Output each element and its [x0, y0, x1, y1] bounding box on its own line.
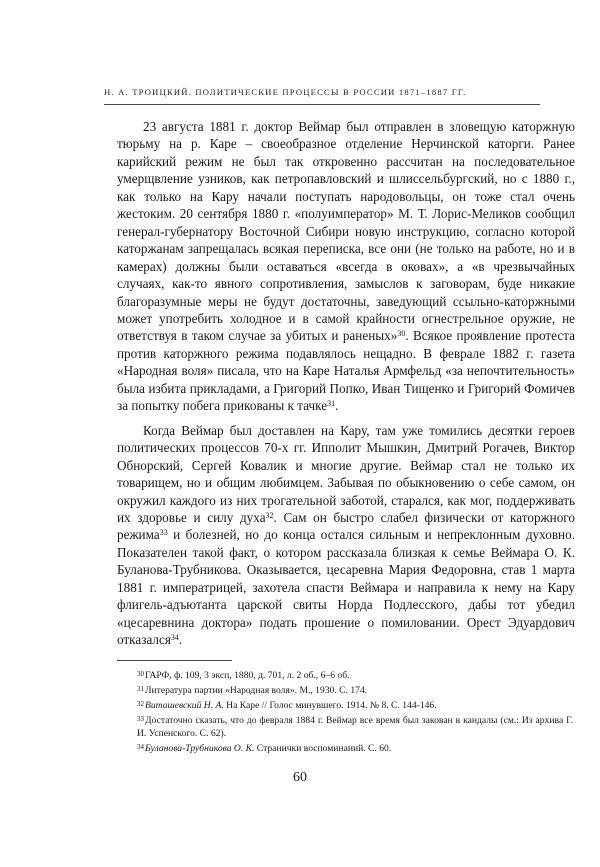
running-header: Н. А. ТРОИЦКИЙ. ПОЛИТИЧЕСКИЕ ПРОЦЕССЫ В РОССИИ 1871–1887 ГГ.: [104, 87, 467, 97]
main-text: [117, 118, 575, 649]
footnote-33: $^{33}$Достаточно сказать, что до февраля 1884 г. Веймар все время был закован в кандалы (см.: Из архива Г. И. Успенского. С. 62).: [137, 714, 573, 739]
footnote-34: $^{34}$Буланова-Трубникова О. К. Странички воспоминаний. С. 60.: [137, 742, 392, 754]
footnote-ref-34[interactable]: 34: [170, 633, 179, 643]
page-number: 60: [293, 770, 307, 785]
footnote-ref-30[interactable]: 30: [397, 329, 406, 339]
footnote-rule: [117, 660, 232, 661]
footnote-ref-33[interactable]: 33: [159, 528, 168, 538]
footnote-31: $^{31}$Литература партии «Народная воля». М., 1930. С. 174.: [137, 684, 368, 696]
header-rule: [104, 104, 540, 105]
footnotes: [117, 668, 573, 755]
paragraph-2: Когда Веймар был доставлен на Кару, там уже томились десятки героев политических процессов 70-х гг. Ипполит Мышкин, Дмитрий Рогачев, Виктор Обнорский, Сергей Ковалик и многие другие. Веймар стал не только их товарищем, но и общим любимцем. Забывая по обыкновению о себе самом, он окружил каждого из них трогательной заботой, старался, как мог, поддерживать их здоровье и силу духа$^{32}$. Сам он быстро слабел физически от каторжного режима$^{33}$ и болезней, но до конца остался сильным и непреклонным духовно. Показателен такой факт, о котором рассказала близкая к семье Веймара О. К. Буланова-Трубникова. Оказывается, цесаревна Мария Федоровна, став 1 марта 1881 г. императрицей, захотела спасти Веймара и направила к нему на Кару флигель-адъютанта царской свиты Норда Подлесского, дабы тот убедил «цесаревнина доктора» подать прошение о помиловании. Орест Эдуардович отказался$^{34}$.: [117, 422, 575, 648]
footnote-ref-31[interactable]: 31: [327, 399, 336, 409]
paragraph-1: 23 августа 1881 г. доктор Веймар был отправлен в зловещую каторжную тюрьму на р. Каре – своеобразное отделение Нерчинской каторги. Ранее карийский режим не был так откровенно рассчитан на последовательное умерщвление узников, как петропавловский и шлиссельбургский, но с 1880 г., как только на Кару начали поступать народовольцы, он тоже стал очень жестоким. 20 сентября 1880 г. «полуимператор» М. Т. Лорис-Меликов сообщил генерал-губернатору Восточной Сибири новую инструкцию, согласно которой каторжанам запрещалась всякая переписка, все они (не только на работе, но и в камерах) должны были оставаться «всегда в оковах», а «в чрезвычайных случаях, как-то явного сопротивления, замыслов к заговорам, буде никакие благоразумные меры не будут достаточны, заведующий ссыльно-каторжными может употребить холодное и в самой крайности огнестрельное оружие, не ответствуя в таком случае за убитых и раненых»$^{30}$. Всякое проявление протеста против каторжного режима подавлялось нещадно. В феврале 1882 г. газета «Народная воля» писала, что на Каре Наталья Армфельд «за непочтительность» была избита прикладами, а Григорий Попко, Иван Тищенко и Григорий Фомичев за попытку побега прикованы к тачке$^{31}$.: [117, 119, 575, 414]
footnote-ref-32[interactable]: 32: [265, 510, 274, 520]
footnote-30: $^{30}$ГАРФ, ф. 109, 3 эксп, 1880, д. 701, л. 2 об., 6–6 об.: [137, 670, 350, 681]
footnote-32: $^{32}$Виташевский Н. А. На Каре // Голос минувшего. 1914. № 8. С. 144-146.: [137, 699, 437, 711]
